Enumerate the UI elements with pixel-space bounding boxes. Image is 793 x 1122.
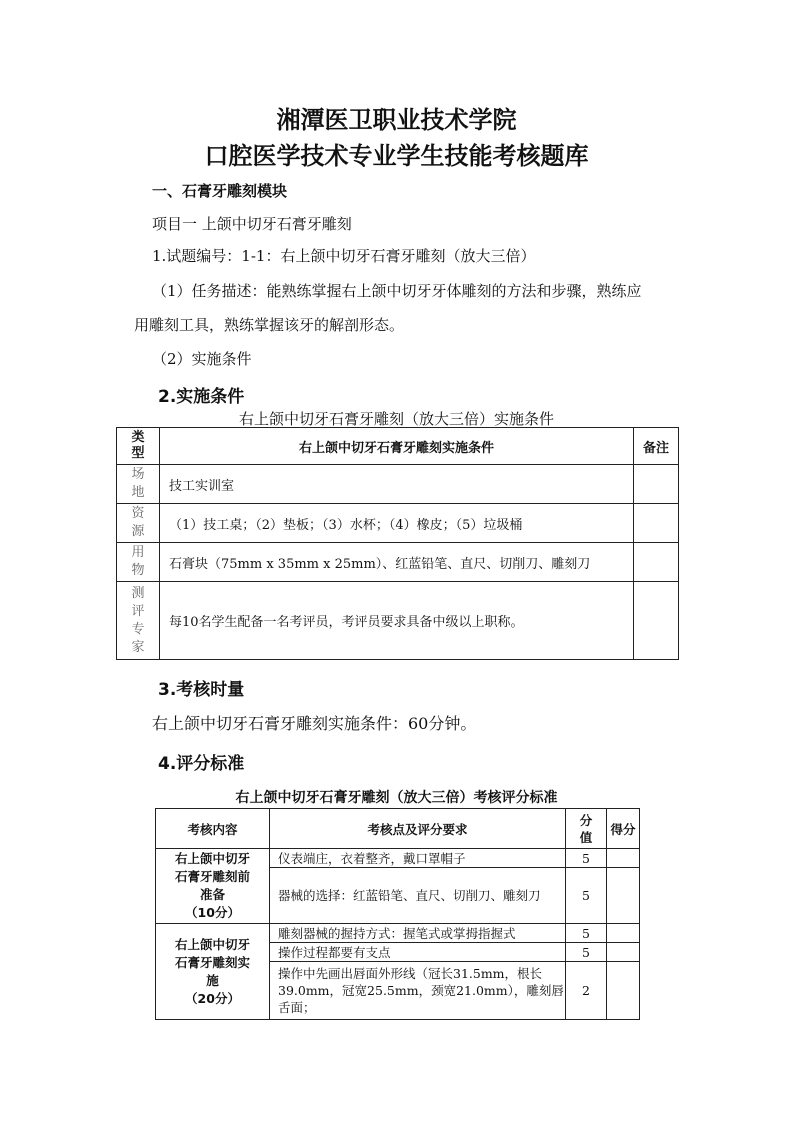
row-content: 石膏块（75mm x 35mm x 25mm）、红蓝铅笔、直尺、切削刀、雕刻刀 [160,543,634,582]
row-type: 资 源 [117,504,160,543]
row-content: 每10名学生配备一名考评员，考评员要求具备中级以上职称。 [160,582,634,660]
scoring-table [155,808,640,1020]
header-conditions: 右上颌中切牙石膏牙雕刻实施条件 [160,428,634,465]
task-desc-line2: 用雕刻工具，熟练掌握该牙的解剖形态。 [134,316,405,334]
score-got [607,943,640,962]
section4-heading: 4.评分标准 [158,754,245,774]
table-row [156,849,640,868]
row-note [634,543,679,582]
header-type: 类 型 [117,428,160,465]
group-exec: 右上颌中切牙 石膏牙雕刻实 施 （20分） [156,924,270,1020]
row-note [634,504,679,543]
header-points: 考核点及评分要求 [270,809,566,849]
header-note: 备注 [634,428,679,465]
table-row [117,504,679,543]
row-note [634,465,679,504]
section3-heading: 3.考核时量 [158,680,245,700]
task-desc-line1: （1）任务描述：能熟练掌握右上颌中切牙牙体雕刻的方法和步骤，熟练应 [152,282,642,300]
header-score: 分 值 [566,809,607,849]
document-title: 口腔医学技术专业学生技能考核题库 [204,142,589,170]
requirement: 雕刻器械的握持方式：握笔式或掌拇指握式 [270,924,566,943]
section4-caption: 右上颌中切牙石膏牙雕刻（放大三倍）考核评分标准 [235,790,558,806]
row-note [634,582,679,660]
score-value: 2 [566,962,607,1020]
project-heading: 项目一 上颌中切牙石膏牙雕刻 [152,215,352,233]
table-row [117,465,679,504]
table-row [156,924,640,943]
question-number: 1.试题编号：1-1：右上颌中切牙石膏牙雕刻（放大三倍） [152,247,536,265]
institution-title: 湘潭医卫职业技术学院 [276,106,517,134]
group-prep: 右上颌中切牙 石膏牙雕刻前 准备 （10分） [156,849,270,924]
table-header-row [156,809,640,849]
table-row [117,543,679,582]
section2-heading: 2.实施条件 [158,387,245,407]
row-type: 场 地 [117,465,160,504]
score-value: 5 [566,924,607,943]
requirement: 操作过程都要有支点 [270,943,566,962]
score-value: 5 [566,868,607,924]
score-got [607,849,640,868]
requirement: 操作中先画出唇面外形线（冠长31.5mm，根长39.0mm，冠宽25.5mm，颈宽21.0mm），雕刻唇舌面； [270,962,566,1020]
duration-text: 右上颌中切牙石膏牙雕刻实施条件：60分钟。 [152,714,477,733]
score-value: 5 [566,943,607,962]
section2-caption: 右上颌中切牙石膏牙雕刻（放大三倍）实施条件 [238,410,554,428]
row-type: 测 评 专 家 [117,582,160,660]
row-type: 用 物 [117,543,160,582]
module-heading: 一、石膏牙雕刻模块 [152,182,288,200]
row-content: 技工实训室 [160,465,634,504]
condition-item: （2）实施条件 [152,350,252,368]
table-header-row [117,428,679,465]
row-content: （1）技工桌；（2）垫板；（3）水杯；（4）橡皮；（5）垃圾桶 [160,504,634,543]
header-content: 考核内容 [156,809,270,849]
requirement: 仪表端庄，衣着整齐，戴口罩帽子 [270,849,566,868]
conditions-table [116,427,679,660]
header-got: 得分 [607,809,640,849]
score-got [607,962,640,1020]
score-got [607,868,640,924]
requirement: 器械的选择：红蓝铅笔、直尺、切削刀、雕刻刀 [270,868,566,924]
score-got [607,924,640,943]
score-value: 5 [566,849,607,868]
table-row [117,582,679,660]
